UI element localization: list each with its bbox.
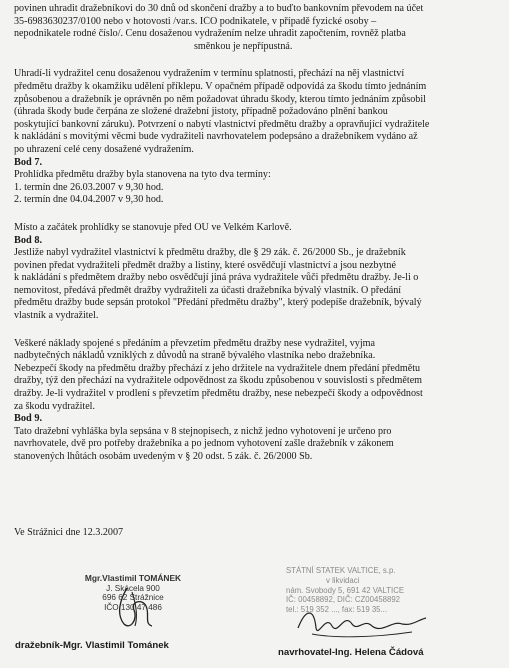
inspection-place	[14, 222, 497, 235]
bod7-line: Prohlídka předmětu dražby byla stanovena na tyto dva termíny:	[14, 169, 271, 181]
intro-line: 35-6983630237/0100 nebo v hotovosti /var.s. IČO podnikatele, v případě fyzické osoby –	[14, 15, 377, 27]
stamp-line: v likvidaci	[326, 575, 360, 585]
bod7-paragraph	[14, 169, 497, 207]
intro-line: směnkou je nepřípustná.	[194, 40, 293, 52]
payment-line: k nakládání s movitými věcmi bude vydražiteli navrhovatelem podepsáno a dražebníkem vydáno až	[14, 131, 418, 143]
stamp-line: IČ: 00458892, DIČ: CZ00458892	[286, 595, 400, 605]
bod8-line: předmětu dražby bude sepsán protokol "Předání předmětu dražby", který podepíše dražebník, bývalý	[14, 297, 422, 309]
intro-line: povinen uhradit dražebníkovi do 30 dnů od skončení dražby a to buďto bankovním převodem na účet	[14, 3, 424, 14]
costs-line: dražby, týž den přechází na vydražitele odpovědnost za škodu způsobenou v souvislosti s předmětem	[14, 375, 423, 387]
payment-line: po uhrazení celé ceny dosažené vydražením.	[14, 143, 194, 155]
stamp-ico: IČO 130 47 486	[104, 602, 162, 612]
bod8-line: nemovitost, předává předmět dražby vydražiteli za účasti dražebníka bývalý vlastník. O předání	[14, 284, 402, 296]
bod8-line: Jestliže nabyl vydražitel vlastnictví k předmětu dražby, dle § 29 zák. č. 26/2000 Sb., je dražebník	[14, 247, 406, 259]
bod8-paragraph	[14, 247, 497, 323]
proposer-signature	[292, 598, 432, 643]
costs-line: nadbytečných nákladů vzniklých z důvodů na straně bývalého vlastníka nebo dražebníka.	[14, 350, 376, 362]
bod9-line: navrhovatele, dvě pro potřeby dražebníka a po jednom vyhotovení zašle dražebník v zákonem	[14, 438, 394, 450]
payment-line: (úhrada škody bude čerpána ze složené dražební jistoty, případně požadováno plnění bankou	[14, 106, 388, 118]
costs-line: za škodu vydražitel.	[14, 400, 96, 412]
section-heading-bod-9: Bod 9.	[14, 413, 43, 425]
auctioneer-signature-label: dražebník-Mgr. Vlastimil Tománek	[15, 640, 169, 651]
payment-line: předmětu dražby k okamžiku udělení příklepu. V opačném případě odpovídá za škodu tímto jednáním	[14, 80, 427, 92]
stamp-line: nám. Svobody 5, 691 42 VALTICE	[286, 585, 405, 595]
bod9-line: Tato dražební vyhláška byla sepsána v 8 stejnopisech, z nichž jedno vyhotovení je určeno pro	[14, 425, 392, 437]
stamp-city: 696 62 Strážnice	[102, 593, 164, 602]
section-heading-bod-8: Bod 8.	[14, 234, 43, 246]
stamp-line: STÁTNÍ STATEK VALTICE, s.p.	[286, 566, 396, 575]
payment-line: Uhradí-li vydražitel cenu dosaženou vydražením v termínu splatnosti, přechází na něj vlastnictví	[14, 68, 405, 80]
stamp-name: Mgr.Vlastimil TOMÁNEK	[84, 573, 182, 583]
bod8-line: vlastník a vydražitel.	[14, 310, 99, 322]
bod7-line: 1. termín dne 26.03.2007 v 9,30 hod.	[14, 181, 164, 193]
bod8-line: povinen předat vydražiteli předmět dražby a listiny, které osvědčují vlastnictví a jsou nezbytné	[14, 259, 396, 271]
costs-line: Nebezpečí škody na předmětu dražby přechází z jeho držitele na vydražitele dnem předání předmětu	[14, 362, 421, 374]
stamp-line: tel.: 519 352 ..., fax: 519 35...	[286, 605, 387, 615]
intro-line: nepodnikatele rodné číslo/. Cenu dosaženou vydražením nelze uhradit započtením, rovněž platba	[14, 28, 406, 40]
place-and-date: Ve Strážnici dne 12.3.2007	[14, 527, 124, 538]
bod8-line: k nakládání s předmětem dražby nebo osvědčují jiná práva vydražitele vůči předmětu dražby. Je-li o	[14, 272, 419, 284]
inspection-place-line: Místo a začátek prohlídky se stanovuje před OÚ ve Velkém Karlově.	[14, 221, 292, 233]
payment-line: způsobenou a dražebník je oprávněn po něm požadovat úhradu škody, kterou tímto jednáním způsobil	[14, 93, 426, 105]
bod9-paragraph	[14, 426, 497, 464]
payment-line: poskytující bankovní záruku). Potvrzení o nabytí vlastnictví předmětu dražby a opravňující vydražitele	[14, 118, 430, 130]
bod9-line: stanovených lhůtách osobám uvedeným v § 20 odst. 5 zák. č. 26/2000 Sb.	[14, 451, 313, 462]
payment-paragraph	[14, 68, 497, 156]
stamp-address: J. Skácela 900	[106, 583, 160, 593]
auctioneer-signature	[72, 580, 192, 630]
section-heading-bod-7: Bod 7.	[14, 156, 43, 168]
intro-paragraph	[14, 3, 497, 53]
costs-line: dražby. Je-li vydražitel v prodlení s převzetím předmětu dražby, nese nebezpečí škody a odpovědnost	[14, 388, 423, 400]
bod7-line: 2. termín dne 04.04.2007 v 9,30 hod.	[14, 194, 164, 206]
proposer-signature-label: navrhovatel-Ing. Helena Čádová	[278, 647, 424, 658]
costs-line: Veškeré náklady spojené s předáním a převzetím předmětu dražby nese vydražitel, vyjma	[14, 337, 375, 349]
costs-paragraph	[14, 338, 497, 414]
